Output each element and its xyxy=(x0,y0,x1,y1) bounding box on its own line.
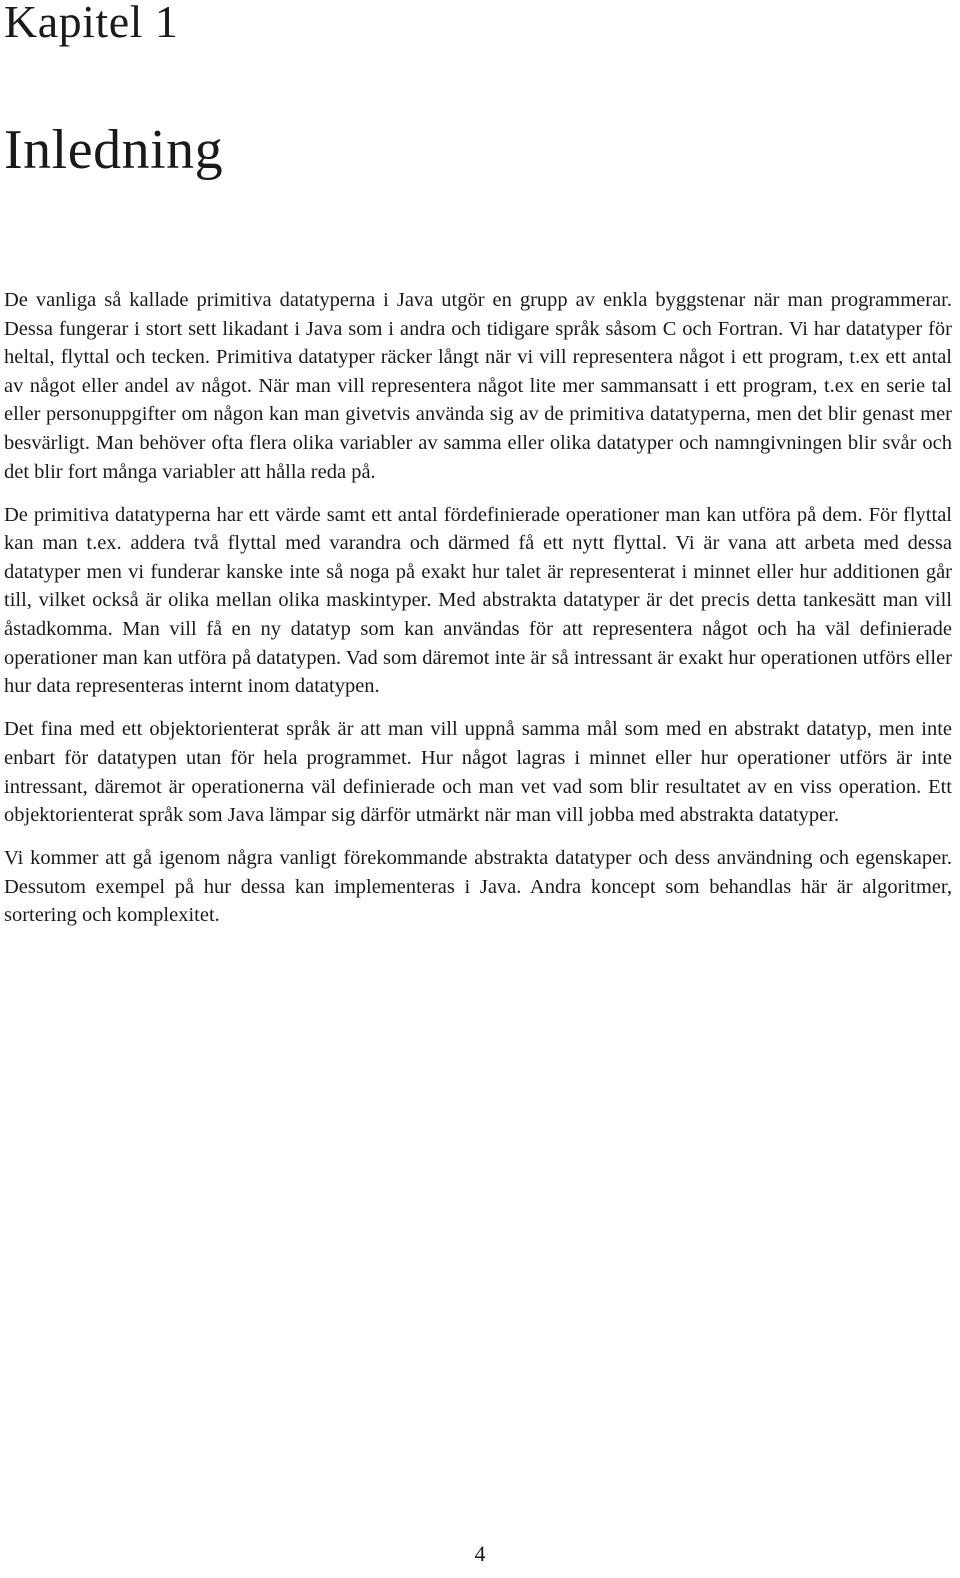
paragraph-4: Vi kommer att gå igenom några vanligt förekommande abstrakta datatyper och dess användning och egenskaper. Dessutom exempel på hur dessa kan implementeras i Java. Andra koncept som behandlas här är algoritmer, sortering och komplexitet. xyxy=(4,847,952,927)
chapter-body xyxy=(4,286,952,944)
paragraph-2: De primitiva datatyperna har ett värde samt ett antal fördefinierade operationer man kan utföra på dem. För flyttal kan man t.ex. addera två flyttal med varandra och därmed få ett nytt flyttal. Vi är vana att arbeta med dessa datatyper men vi funderar kanske inte så noga på exakt hur talet är representerat i minnet eller hur additionen går till, vilket också är olika mellan olika maskintyper. Med abstrakta datatyper är det precis detta tankesätt man vill åstadkomma. Man vill få en ny datatyp som kan användas för att representera något och ha väl definierade operationer man kan utföra på datatypen. Vad som däremot inte är så intressant är exakt hur operationen utförs eller hur data representeras internt inom datatypen. xyxy=(4,503,952,698)
paragraph-3: Det fina med ett objektorienterat språk är att man vill uppnå samma mål som med en abstrakt datatyp, men inte enbart för datatypen utan för hela programmet. Hur något lagras i minnet eller hur operationer utförs är inte intressant, däremot är operationerna väl definierade och man vet vad som blir resultatet av en viss operation. Ett objektorienterat språk som Java lämpar sig därför utmärkt när man vill jobba med abstrakta datatyper. xyxy=(4,718,952,827)
chapter-label: Kapitel 1 xyxy=(4,0,179,47)
chapter-title: Inledning xyxy=(4,119,224,181)
paragraph-1: De vanliga så kallade primitiva datatyperna i Java utgör en grupp av enkla byggstenar när man programmerar. Dessa fungerar i stort sett likadant i Java som i andra och tidigare språk såsom C och Fortran. Vi har datatyper för heltal, flyttal och tecken. Primitiva datatyper räcker långt när vi vill representera något i ett program, t.ex ett antal av något eller andel av något. När man vill representera något lite mer sammansatt i ett program, t.ex en serie tal eller personuppgifter om någon kan man givetvis använda sig av de primitiva datatyperna, men det blir genast mer besvärligt. Man behöver ofta flera olika variabler av samma eller olika datatyper och namngivningen blir svår och det blir fort många variabler att hålla reda på. xyxy=(4,289,952,483)
page-number: 4 xyxy=(474,1541,486,1566)
